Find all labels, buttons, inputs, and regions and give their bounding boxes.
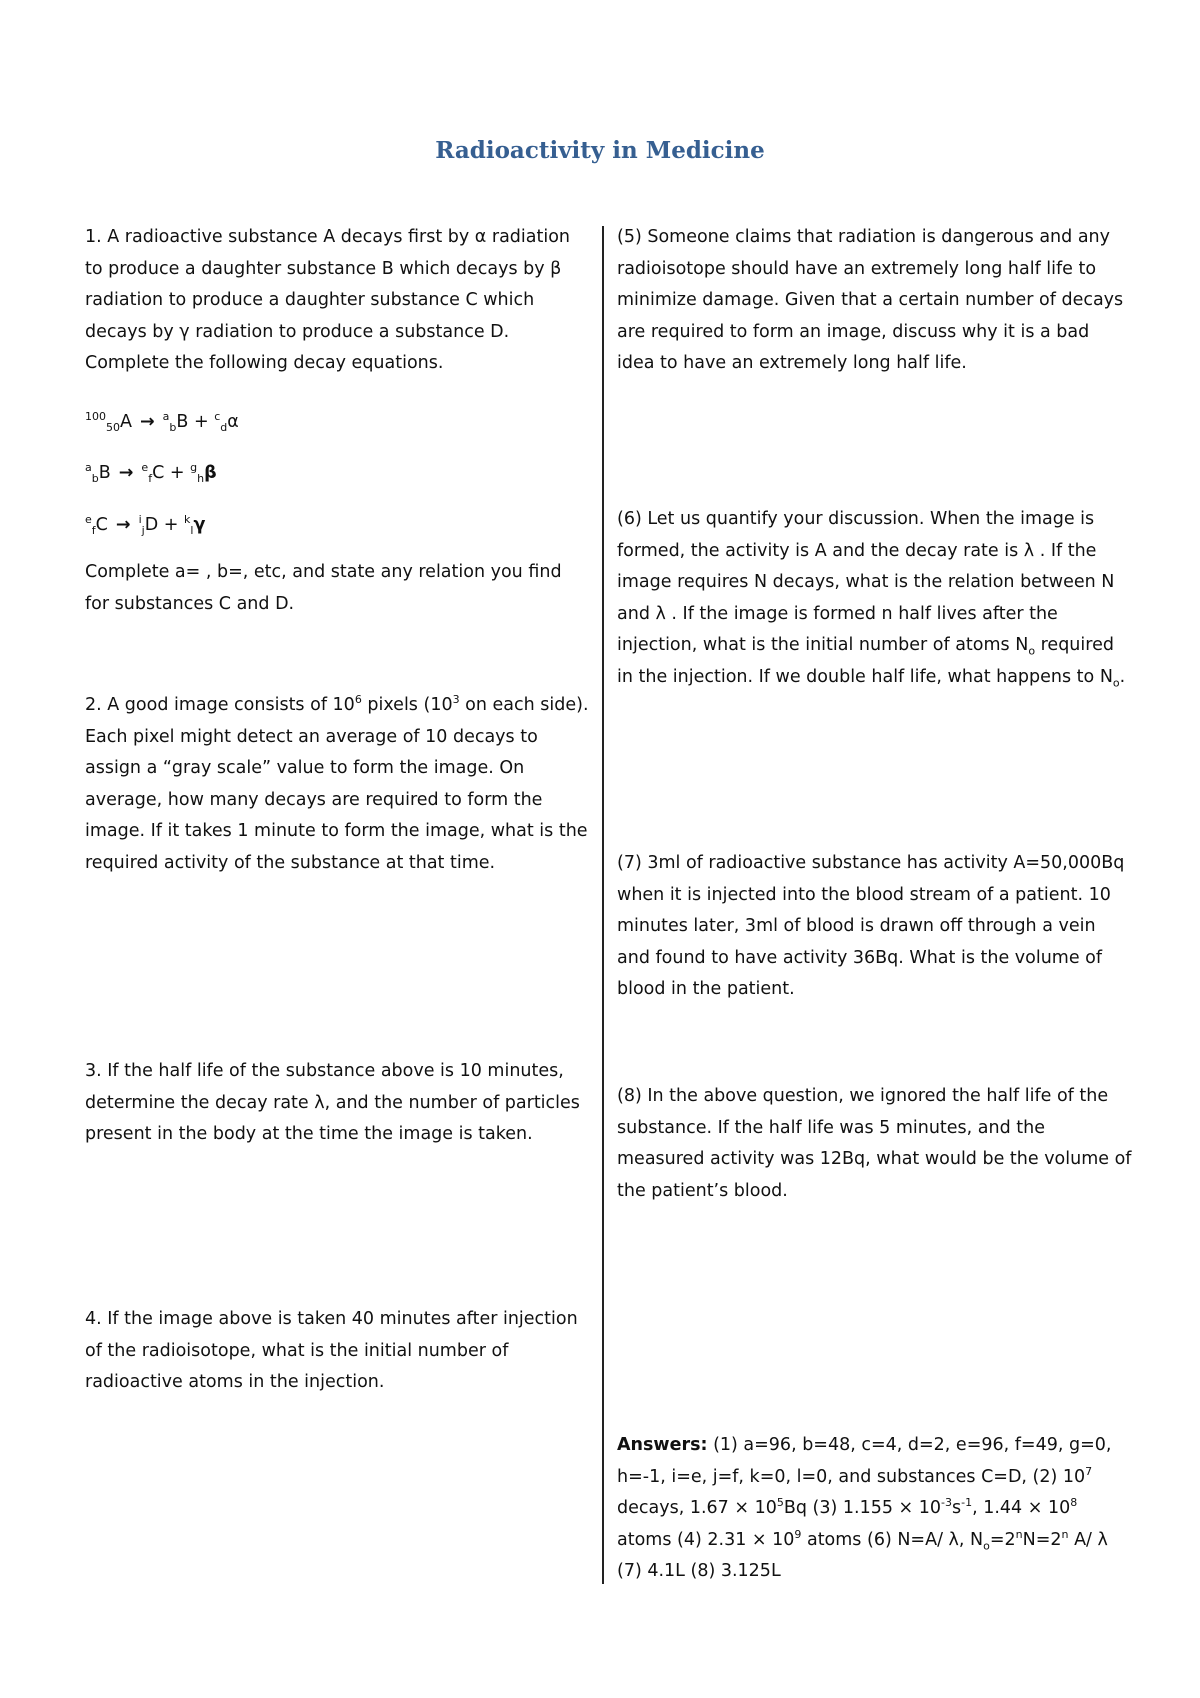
q2-text-c: on each side). Each pixel might detect an average of 10 decays to assign a “gray scale” value to form the image. On average, how many decays are required to form the image. If it takes 1 minute to form the image, what is the required activity of the substance at that time.: [85, 695, 589, 873]
eq2-p1: C: [152, 463, 165, 483]
q2-text-b: pixels (10: [361, 695, 453, 715]
eq2-p2-sup: g: [190, 461, 198, 474]
eq3-parent-sub: f: [91, 524, 96, 537]
question-6: [617, 504, 1132, 693]
eq2-p2: β: [204, 463, 217, 483]
q2-exp-1: 6: [354, 693, 362, 707]
eq2-p2-sub: h: [197, 472, 205, 485]
answers-t3: Bq (3) 1.155 × 10: [783, 1498, 942, 1518]
eq1-p2: α: [227, 412, 239, 432]
answers-t5: , 1.44 × 10: [972, 1498, 1071, 1518]
eq1-parent: A: [120, 412, 132, 432]
question-5: (5) Someone claims that radiation is dangerous and any radioisotope should have an extremely long half life to minimize damage. Given that a certain number of decays are required to form an image, discuss why it is a bad idea to have an extremely long half life.: [617, 227, 1124, 373]
decay-equation-2: [85, 456, 217, 491]
question-2: [85, 690, 590, 879]
answers-s4: -1: [961, 1496, 973, 1510]
answers-t1: (1) a=96, b=48, c=4, d=2, e=96, f=49, g=0, h=-1, i=e, j=f, k=0, l=0, and substances C=D, (2) 10: [617, 1435, 1112, 1487]
answers-s8: n: [1061, 1527, 1069, 1541]
eq3-p2-sub: l: [190, 524, 194, 537]
eq3-p1-sub: j: [141, 524, 145, 537]
eq1-p1: B: [176, 412, 189, 432]
eq3-parent-sup: e: [85, 513, 92, 526]
eq1-plus: +: [193, 412, 209, 432]
answers-t9: N=2: [1022, 1529, 1062, 1550]
eq1-p2-sub: d: [220, 421, 228, 434]
arrow-icon: →: [115, 515, 131, 535]
q6-text-end: .: [1119, 666, 1126, 687]
answers-t4: s: [952, 1498, 962, 1518]
eq3-parent: C: [95, 515, 108, 535]
question-8: (8) In the above question, we ignored the half life of the substance. If the half life was 5 minutes, and the measured activity was 12Bq, what would be the volume of the patient’s blood.: [617, 1086, 1132, 1201]
answers-t10: A/ λ (7) 4.1L (8) 3.125L: [617, 1529, 1108, 1581]
q6-text-b: required in the injection. If we double half life, what happens to N: [617, 635, 1114, 687]
q6-sub-2: o: [1112, 676, 1120, 689]
answers-s6: 9: [794, 1527, 802, 1541]
answers-label: Answers:: [617, 1435, 708, 1455]
answers-sub-o: o: [983, 1539, 990, 1552]
q2-text-a: 2. A good image consists of 10: [85, 695, 355, 715]
answers-t6: atoms (4) 2.31 × 10: [617, 1529, 795, 1550]
arrow-icon: →: [118, 463, 134, 483]
eq3-plus: +: [163, 515, 179, 535]
eq2-p1-sup: e: [141, 461, 149, 474]
eq2-p1-sub: f: [148, 472, 153, 485]
question-4: 4. If the image above is taken 40 minutes after injection of the radioisotope, what is the initial number of radioactive atoms in the injection.: [85, 1309, 578, 1392]
eq1-atomic: 50: [106, 421, 120, 434]
decay-equation-3: [85, 508, 205, 543]
eq2-parent-sup: a: [85, 461, 92, 474]
q2-exp-2: 3: [452, 693, 460, 707]
answers-t8: =2: [989, 1529, 1016, 1550]
answers-t2: decays, 1.67 × 10: [617, 1498, 777, 1518]
eq2-plus: +: [169, 463, 185, 483]
question-3: 3. If the half life of the substance above is 10 minutes, determine the decay rate λ, and the number of particles present in the body at the time the image is taken.: [85, 1061, 580, 1144]
answers-s5: 8: [1070, 1496, 1078, 1510]
eq1-mass: 100: [85, 410, 106, 423]
arrow-icon: →: [139, 412, 155, 432]
eq1-p1-sub: b: [169, 421, 177, 434]
question-1-completion: Complete a= , b=, etc, and state any relation you find for substances C and D.: [85, 562, 562, 614]
eq2-parent-sub: b: [91, 472, 99, 485]
eq3-p2-sup: k: [184, 513, 191, 526]
page-title: Radioactivity in Medicine: [435, 137, 765, 164]
question-7: (7) 3ml of radioactive substance has activity A=50,000Bq when it is injected into the blood stream of a patient. 10 minutes later, 3ml of blood is drawn off through a vein and found to have activity 36Bq. What is the volume of blood in the patient.: [617, 853, 1125, 999]
decay-equation-1: [85, 405, 239, 440]
eq1-p1-sup: a: [162, 410, 170, 423]
eq2-parent: B: [98, 463, 111, 483]
answers-s2: 5: [776, 1496, 784, 1510]
eq3-p1-sup: i: [138, 513, 142, 526]
answers-s3: -3: [941, 1496, 952, 1510]
answers: [617, 1430, 1132, 1588]
answers-s7: n: [1015, 1527, 1023, 1541]
eq3-p1: D: [144, 515, 159, 535]
q6-sub-1: o: [1028, 644, 1036, 658]
question-1: 1. A radioactive substance A decays first by α radiation to produce a daughter substance B which decays by β radiation to produce a daughter substance C which decays by γ radiation to produce a substance D. Complete the following decay equations.: [85, 227, 571, 373]
column-divider: [602, 226, 604, 1584]
q6-text-a: (6) Let us quantify your discussion. When the image is formed, the activity is A and the decay rate is λ . If the image requires N decays, what is the relation between N and λ . If the image is formed n half lives after the injection, what is the initial number of atoms N: [617, 509, 1115, 655]
eq3-p2: γ: [193, 515, 206, 535]
answers-t7: atoms (6) N=A/ λ, N: [801, 1529, 984, 1550]
eq1-p2-sup: c: [214, 410, 221, 423]
answers-s1: 7: [1085, 1464, 1093, 1478]
